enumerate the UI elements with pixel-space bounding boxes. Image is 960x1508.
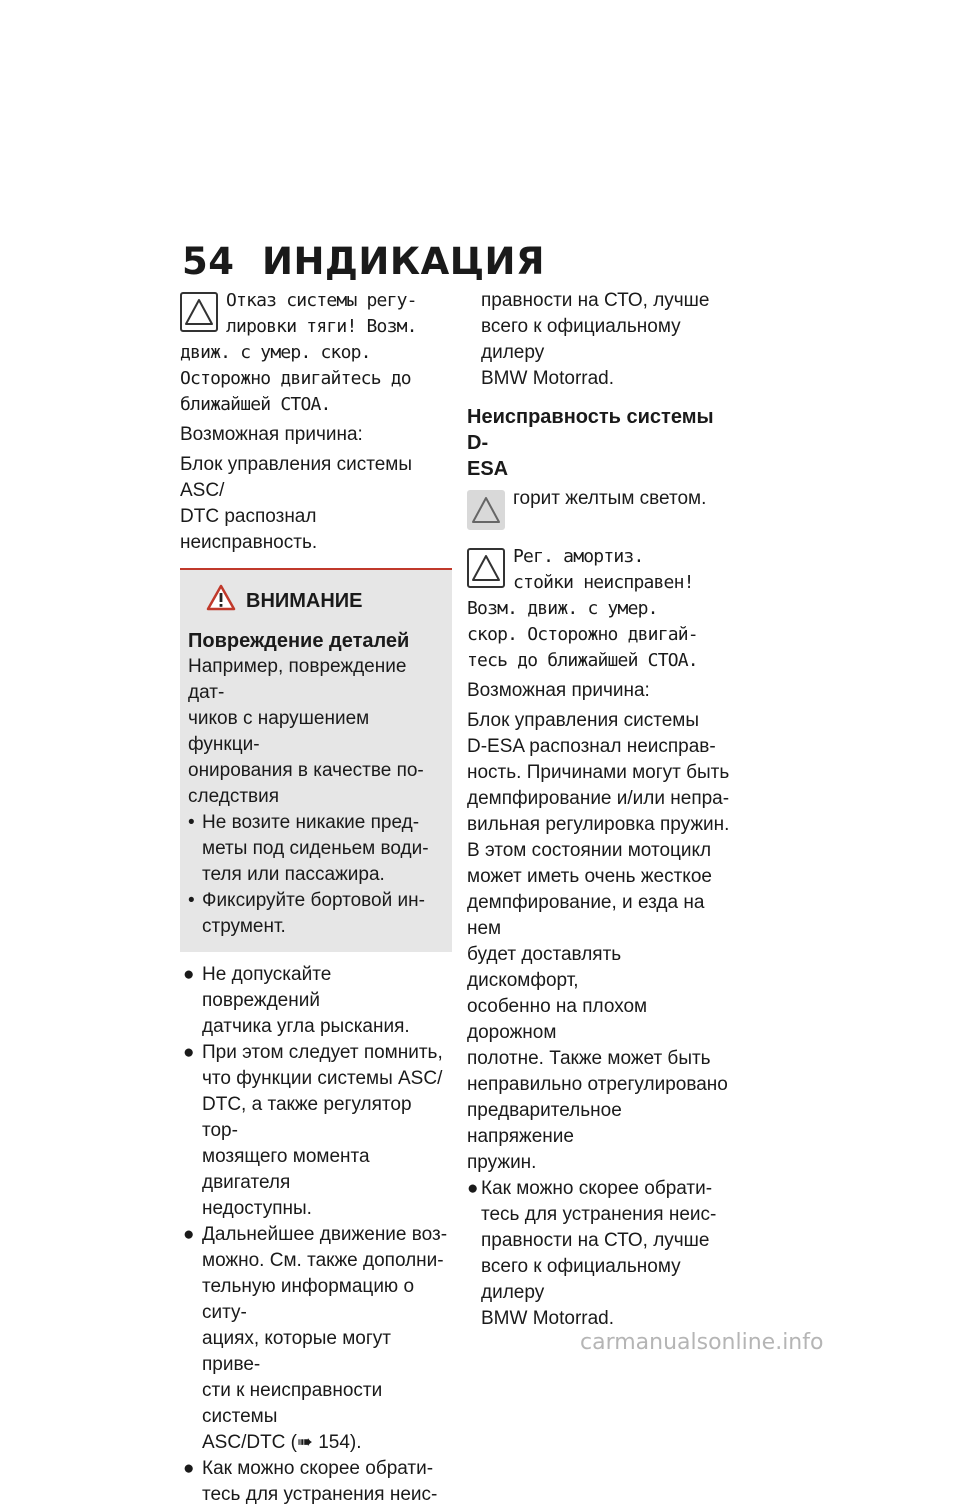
left-column	[180, 288, 452, 1508]
cause-line: полотне. Также может быть	[467, 1048, 711, 1069]
page-number: 54	[182, 240, 235, 283]
warning-line: онирования в качестве по-	[188, 760, 424, 781]
continued-line: всего к официальному дилеру	[481, 316, 681, 363]
cause-line: неправильно отрегулировано	[467, 1074, 728, 1095]
bullet-dot-icon: ●	[183, 1458, 195, 1479]
cause-line: D-ESA распознал неисправ-	[467, 736, 716, 757]
warning-lamp-icon	[467, 490, 505, 530]
cause-line: ность. Причинами могут быть	[467, 762, 730, 783]
bullet-dot-icon: ●	[467, 1178, 479, 1199]
alert-line: ближайшей СТОА.	[180, 394, 331, 415]
traction-alert-block	[180, 288, 452, 340]
bullet-dot-icon: •	[188, 812, 195, 833]
page-header	[182, 240, 545, 283]
bullet-dot-icon: •	[188, 890, 195, 911]
page-title: ИНДИКАЦИЯ	[262, 240, 546, 283]
cause-line: может иметь очень жесткое	[467, 866, 712, 887]
list-item: ● Как можно скорее обрати- тесь для устранения неис- правности на СТО, лучше всего к официальному дилеру BMW Motorrad.	[467, 1178, 717, 1329]
warning-bullet: • Не возите никакие пред- меты под сиденьем води- теля или пассажира.	[188, 812, 429, 885]
cause-line: демпфирование и/или непра-	[467, 788, 730, 809]
section-heading: Неисправность системы D-	[467, 406, 714, 454]
bullet-dot-icon: ●	[183, 964, 195, 985]
alert-line: Рег. амортиз.	[513, 546, 644, 567]
list-item: ● Не допускайте повреждений датчика угла рыскания.	[183, 964, 410, 1037]
alert-line: скор. Осторожно двигай-	[467, 624, 698, 645]
cause-line: предварительное напряжение	[467, 1100, 622, 1147]
alert-line: стойки неисправен!	[513, 572, 694, 593]
watermark: carmanualsonline.info	[580, 1330, 824, 1355]
warning-title: ВНИМАНИЕ	[246, 590, 363, 612]
action-list	[467, 1176, 732, 1332]
cause-line: вильная регулировка пружин.	[467, 814, 730, 835]
right-column	[467, 288, 732, 1332]
bullet-dot-icon: ●	[183, 1042, 195, 1063]
cause-line: DTC распознал неисправность.	[180, 506, 318, 553]
bullet-dot-icon: ●	[183, 1224, 195, 1245]
alert-line: лировки тяги! Возм.	[226, 316, 417, 337]
continued-line: правности на СТО, лучше	[481, 290, 710, 311]
cause-line: Блок управления системы	[467, 710, 700, 731]
list-item: ● При этом следует помнить, что функции системы ASC/ DTC, а также регулятор тор- мозящего момента двигателя недоступны.	[183, 1042, 443, 1219]
cause-line: пружин.	[467, 1152, 537, 1173]
warning-subtitle: Повреждение деталей	[188, 630, 410, 652]
warning-line: чиков с нарушением функци-	[188, 708, 370, 755]
warning-triangle-icon	[467, 548, 505, 588]
cause-line: Блок управления системы ASC/	[180, 454, 413, 501]
warning-triangle-icon	[180, 292, 218, 332]
list-item: ● Как можно скорее обрати- тесь для устранения неис-	[183, 1458, 438, 1505]
page-reference-link[interactable]: ASC/DTC (➠ 154).	[202, 1432, 362, 1453]
action-list	[180, 962, 452, 1508]
suspension-alert-block	[467, 544, 732, 596]
alert-line: движ. с умер. скор.	[180, 342, 371, 363]
warning-bullet: • Фиксируйте бортовой ин- струмент.	[188, 890, 425, 937]
warning-panel	[180, 568, 452, 952]
warning-line: следствия	[188, 786, 280, 807]
cause-label: Возможная причина:	[180, 424, 363, 445]
section-heading: ESA	[467, 458, 509, 480]
cause-line: В этом состоянии мотоцикл	[467, 840, 712, 861]
cause-label: Возможная причина:	[467, 680, 650, 701]
alert-line: Осторожно двигайтесь до	[180, 368, 411, 389]
caution-icon	[206, 584, 236, 618]
alert-line: тесь до ближайшей СТОА.	[467, 650, 698, 671]
cause-line: будет доставлять дискомфорт,	[467, 944, 622, 991]
list-item: ● Дальнейшее движение воз- можно. См. также дополни- тельную информацию о ситу- ациях, которые могут приве- сти к неисправности системы ASC/DTC (➠ 154).	[180, 1222, 452, 1456]
alert-line: Отказ системы регу-	[226, 290, 417, 311]
lamp-text: горит желтым светом.	[513, 488, 707, 509]
cause-line: особенно на плохом дорожном	[467, 996, 648, 1043]
lamp-status-block	[467, 486, 732, 530]
cause-line: демпфирование, и езда на нем	[467, 892, 705, 939]
continued-line: BMW Motorrad.	[481, 368, 615, 389]
warning-line: Например, повреждение дат-	[188, 656, 407, 703]
alert-line: Возм. движ. с умер.	[467, 598, 658, 619]
